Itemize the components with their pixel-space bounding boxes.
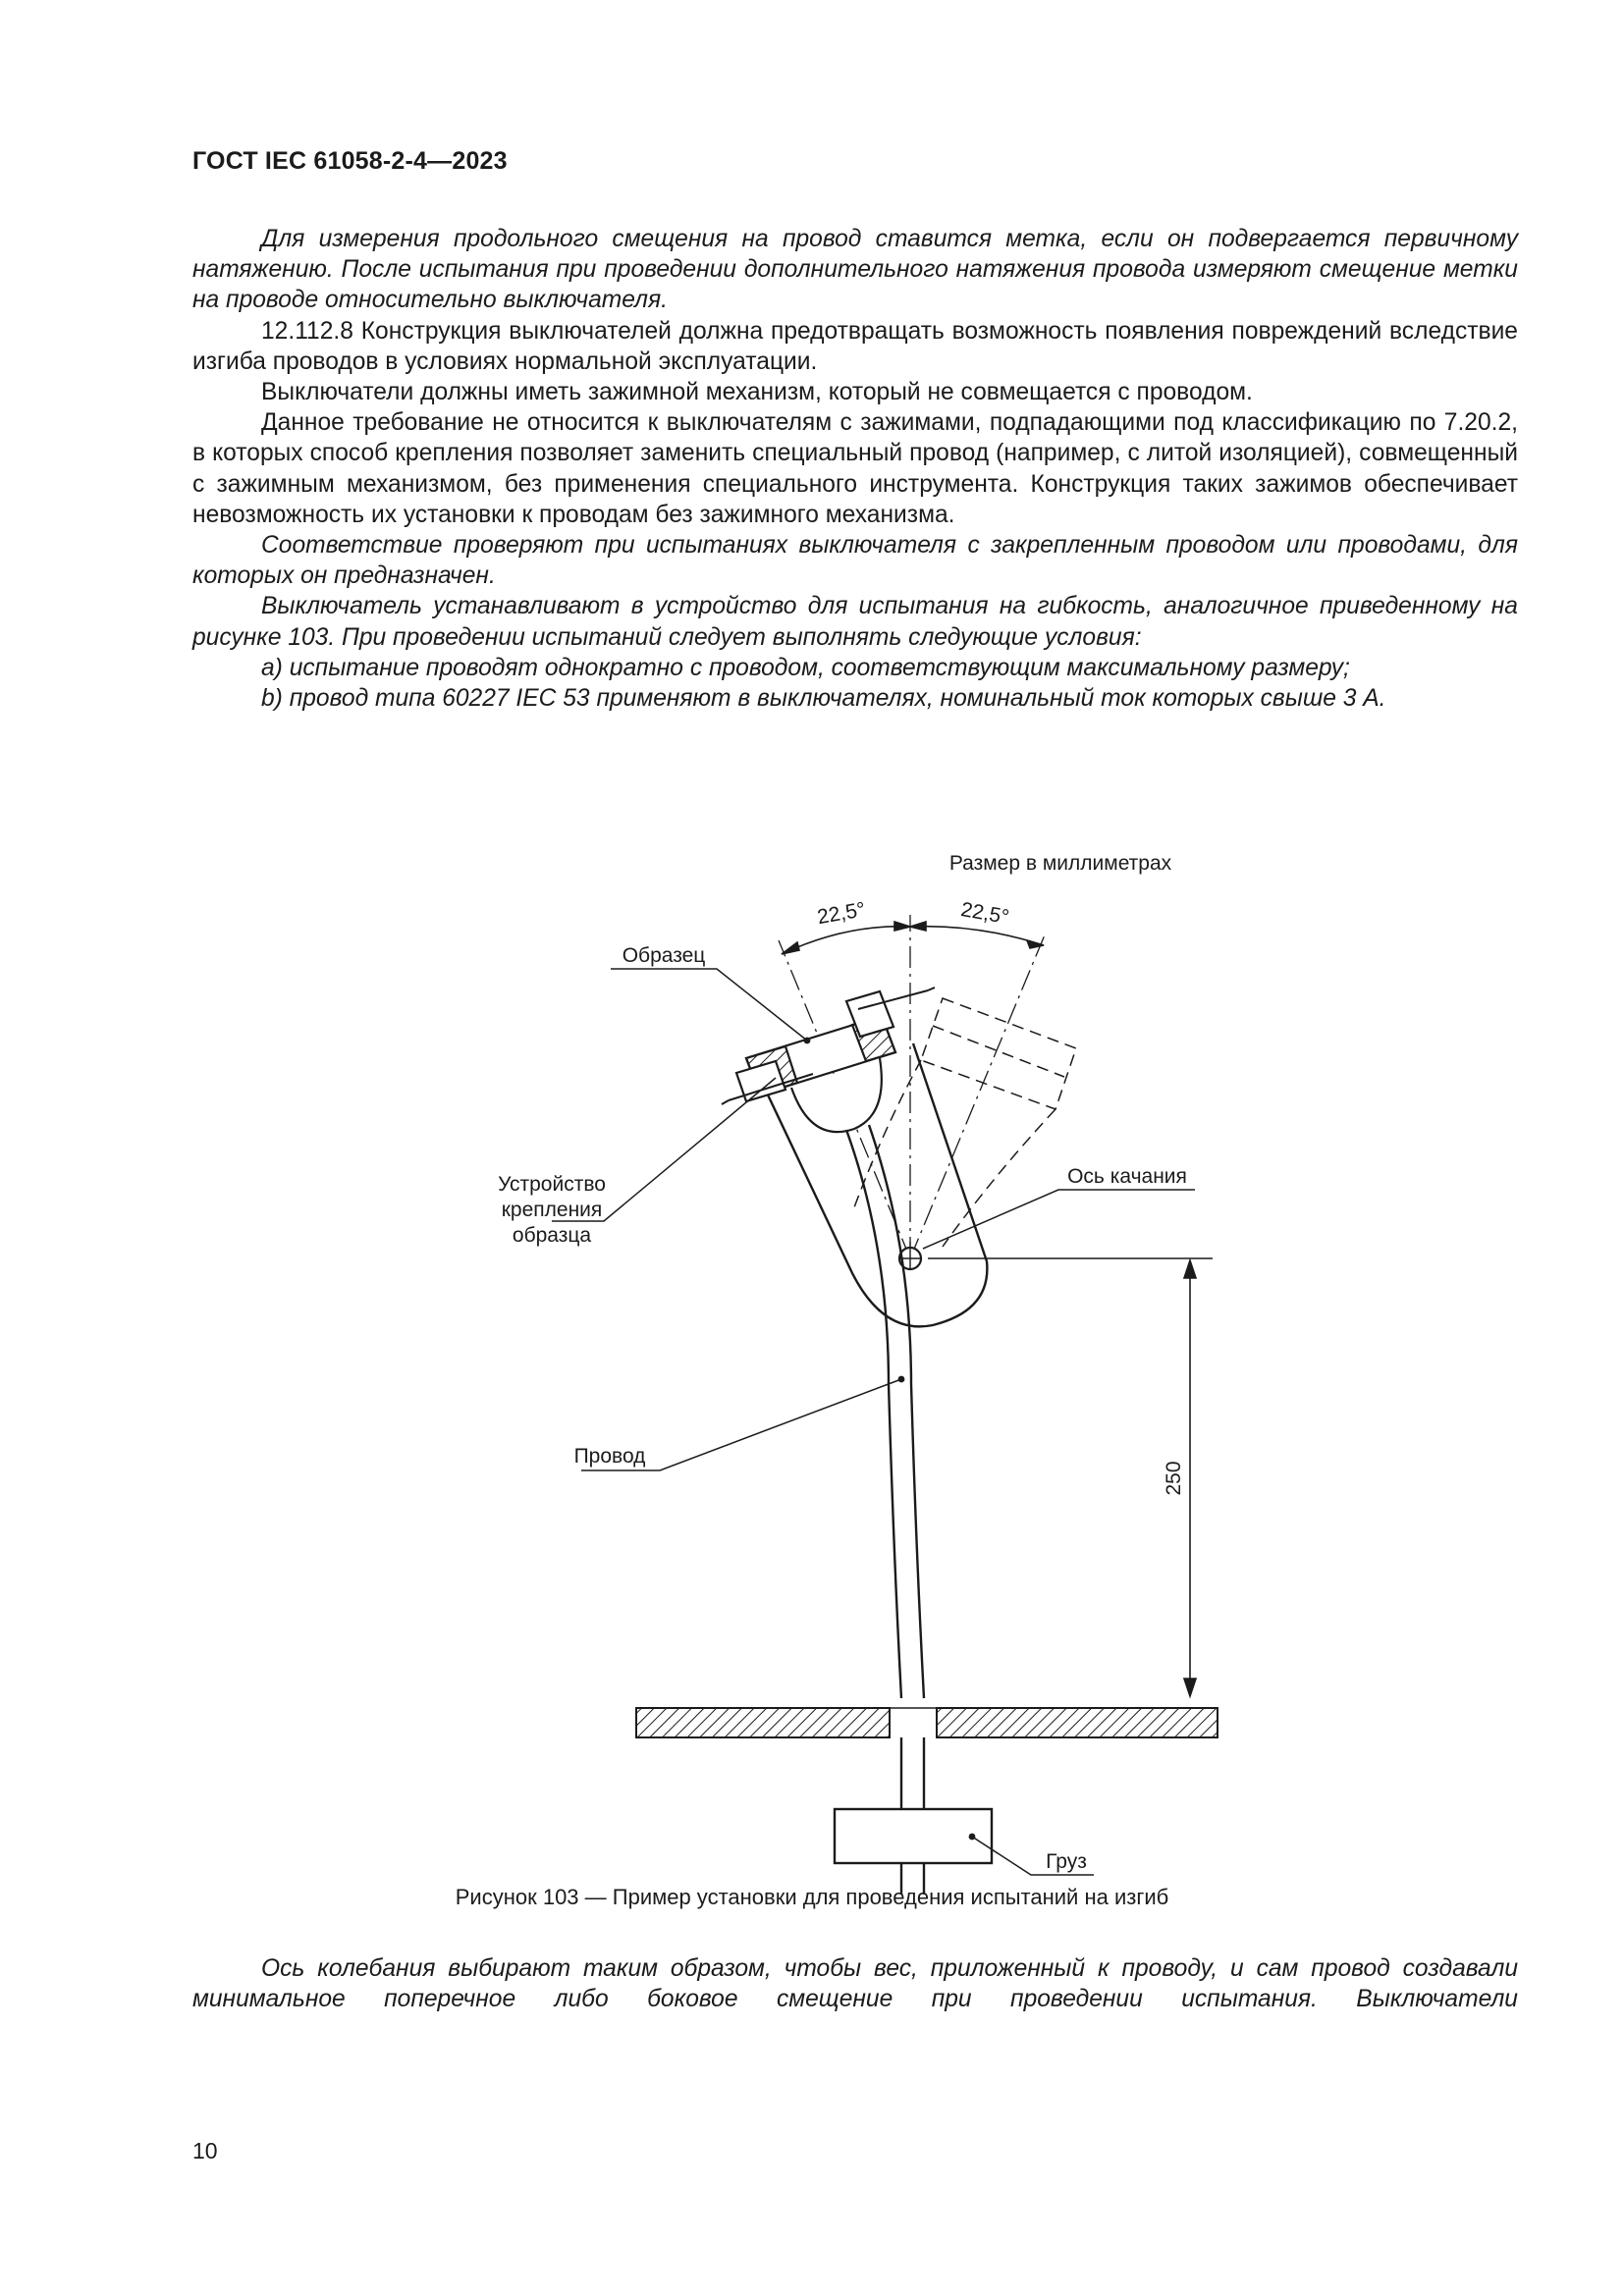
test-wire — [846, 1125, 924, 1698]
label-weight: Груз — [1046, 1850, 1087, 1873]
leader-dot-weight — [969, 1834, 976, 1841]
figure-caption: Рисунок 103 — Пример установки для проведения испытаний на изгиб — [455, 1885, 1169, 1909]
paragraph-measurement: Для измерения продольного смещения на провод ставится метка, если он подвергается первичному натяжению. После испытания при проведении дополнительного натяжения провода измеряют смещение метки на проводе относительно выключателя. — [192, 226, 1518, 314]
paragraph-exception: Данное требование не относится к выключателям с зажимами, подпадающими под классификацию по 7.20.2, в которых способ крепления позволяет заменить специальный провод (например, с литой изоляцией), совмещенный с зажимным механизмом, без применения специального инструмента. Конструкция таких зажимов обеспечивает невозможность их установки к проводам без зажимного механизма. — [192, 409, 1518, 528]
dimension-line-250 — [1184, 1260, 1196, 1696]
leader-dot-sample — [804, 1038, 811, 1044]
units-note: Размер в миллиметрах — [948, 852, 1172, 875]
paragraph-clamp-mechanism: Выключатели должны иметь зажимной механизм, который не совмещается с проводом. — [261, 379, 1253, 406]
paragraph-test-setup: Выключатель устанавливают в устройство для испытания на гибкость, аналогичное приведенному на рисунке 103. При проведении испытаний следует выполнять следующие условия: — [192, 593, 1518, 651]
angle-label-right: 22,5° — [958, 897, 1011, 930]
angle-arc-left — [782, 922, 910, 954]
label-mount-line-3: образца — [512, 1224, 592, 1247]
angle-label-left: 22,5° — [815, 897, 868, 930]
specimen-clamp — [722, 988, 935, 1132]
base-plate — [636, 1708, 1218, 1737]
paragraph-swing-axis: Ось колебания выбирают таким образом, чтобы вес, приложенный к проводу, и сам провод создавали минимальное поперечное либо боковое смещение при проведении испытания. Выключатели — [192, 1955, 1518, 2013]
bottom-text — [192, 1953, 1518, 2014]
dimension-value: 250 — [1163, 1461, 1185, 1496]
angle-arc-right — [910, 922, 1044, 948]
label-pivot: Ось качания — [1067, 1165, 1187, 1188]
document-header: ГОСТ IEC 61058-2-4—2023 — [192, 147, 508, 175]
weight-block — [835, 1809, 992, 1863]
label-mount-line-2: крепления — [501, 1199, 603, 1221]
label-sample: Образец — [622, 944, 706, 967]
paragraph-clause-12-112-8: 12.112.8 Конструкция выключателей должна предотвращать возможность появления повреждений вследствие изгиба проводов в условиях нормальной эксплуатации. — [192, 317, 1518, 375]
label-mount-line-1: Устройство — [498, 1173, 606, 1196]
leader-dot-wire — [898, 1376, 905, 1383]
paragraph-compliance: Соответствие проверяют при испытаниях выключателя с закрепленным проводом или проводами, для которых он предназначен. — [192, 532, 1518, 590]
page-number: 10 — [192, 2138, 218, 2163]
list-item-a: a) испытание проводят однократно с проводом, соответствующим максимальному размеру; — [261, 654, 1350, 681]
list-item-b: b) провод типа 60227 IEC 53 применяют в выключателях, номинальный ток которых свыше 3 А. — [261, 685, 1386, 713]
label-wire: Провод — [573, 1445, 646, 1468]
